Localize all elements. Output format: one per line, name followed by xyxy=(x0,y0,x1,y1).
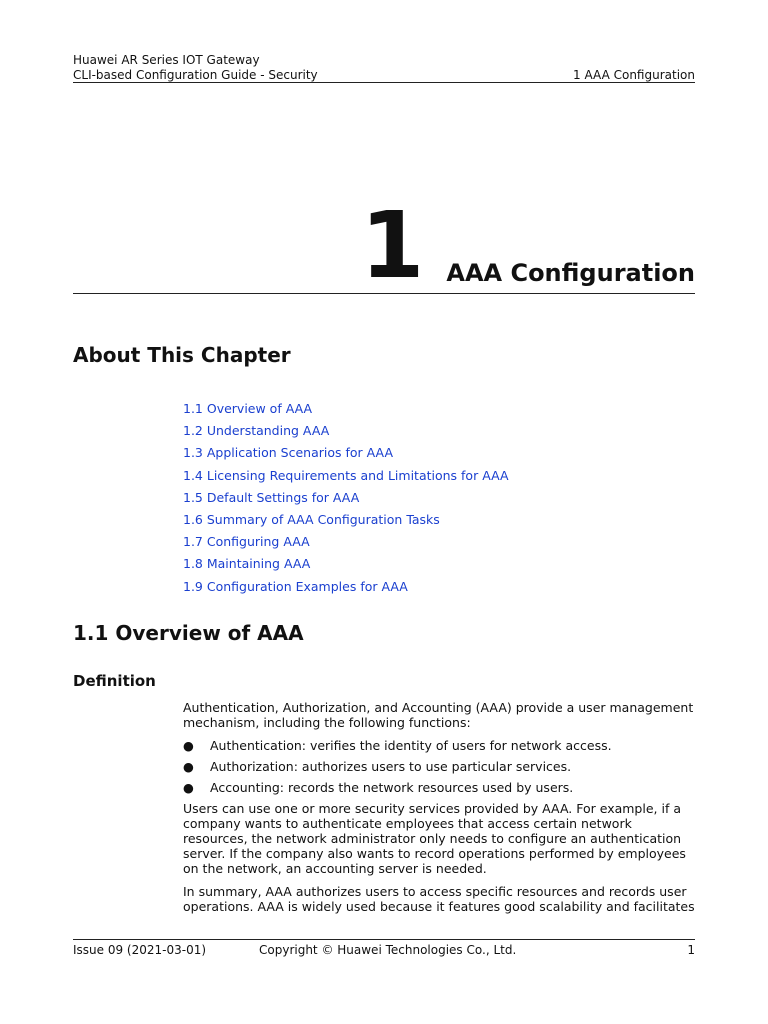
toc-link[interactable]: 1.1 Overview of AAA xyxy=(183,401,313,416)
chapter-number: 1 xyxy=(360,192,425,299)
toc-item xyxy=(183,512,509,534)
about-heading: About This Chapter xyxy=(73,343,291,367)
intro-paragraph: Authentication, Authorization, and Accounting (AAA) provide a user management mechanism, including the following functions: xyxy=(183,700,694,730)
list-item xyxy=(183,780,698,795)
toc-link[interactable]: 1.4 Licensing Requirements and Limitations for AAA xyxy=(183,467,509,483)
toc-link[interactable]: 1.8 Maintaining AAA xyxy=(183,556,311,572)
toc-item xyxy=(183,556,509,578)
list-item-text: Authorization: authorizes users to use particular services. xyxy=(210,759,572,774)
header-product: Huawei AR Series IOT Gateway xyxy=(73,53,260,67)
paragraph: Users can use one or more security services provided by AAA. For example, if a company wants to authenticate employees that access certain network resources, the network administrator only needs to configure an authentication server. If the company also wants to record operations performed by employees on the network, an accounting server is needed. xyxy=(183,801,686,876)
footer-divider xyxy=(73,939,695,940)
chapter-toc xyxy=(183,401,509,601)
toc-link[interactable]: 1.9 Configuration Examples for AAA xyxy=(183,578,408,594)
toc-item xyxy=(183,423,509,445)
header-divider xyxy=(73,82,695,83)
chapter-divider xyxy=(73,293,695,294)
page-header xyxy=(73,53,695,83)
toc-link[interactable]: 1.7 Configuring AAA xyxy=(183,534,310,550)
bullet-icon: ● xyxy=(183,759,194,774)
toc-item xyxy=(183,468,509,490)
toc-item xyxy=(183,490,509,512)
list-item xyxy=(183,738,698,753)
header-guide: CLI-based Configuration Guide - Security xyxy=(73,68,318,82)
list-item-text: Authentication: verifies the identity of users for network access. xyxy=(210,738,612,753)
page-number: 1 xyxy=(687,943,695,957)
section-body xyxy=(183,700,698,922)
footer-copyright: Copyright © Huawei Technologies Co., Ltd. xyxy=(259,943,517,957)
toc-item xyxy=(183,534,509,556)
toc-item xyxy=(183,401,509,423)
list-item xyxy=(183,759,698,774)
toc-item xyxy=(183,579,509,601)
toc-link[interactable]: 1.2 Understanding AAA xyxy=(183,423,330,439)
bullet-icon: ● xyxy=(183,738,194,753)
bullet-icon: ● xyxy=(183,780,194,795)
toc-link[interactable]: 1.5 Default Settings for AAA xyxy=(183,489,360,505)
list-item-text: Accounting: records the network resources used by users. xyxy=(210,780,574,795)
chapter-title xyxy=(360,192,695,299)
chapter-name: AAA Configuration xyxy=(446,259,695,287)
definition-heading: Definition xyxy=(73,672,156,690)
paragraph: In summary, AAA authorizes users to access specific resources and records user operations. AAA is widely used because it features good scalability and facilitates xyxy=(183,884,695,914)
function-list xyxy=(183,738,698,795)
footer-issue: Issue 09 (2021-03-01) xyxy=(73,943,207,957)
section-heading: 1.1 Overview of AAA xyxy=(73,621,304,645)
toc-item xyxy=(183,445,509,467)
toc-link[interactable]: 1.3 Application Scenarios for AAA xyxy=(183,445,394,461)
header-chapter: 1 AAA Configuration xyxy=(573,68,695,82)
toc-link[interactable]: 1.6 Summary of AAA Configuration Tasks xyxy=(183,511,440,527)
